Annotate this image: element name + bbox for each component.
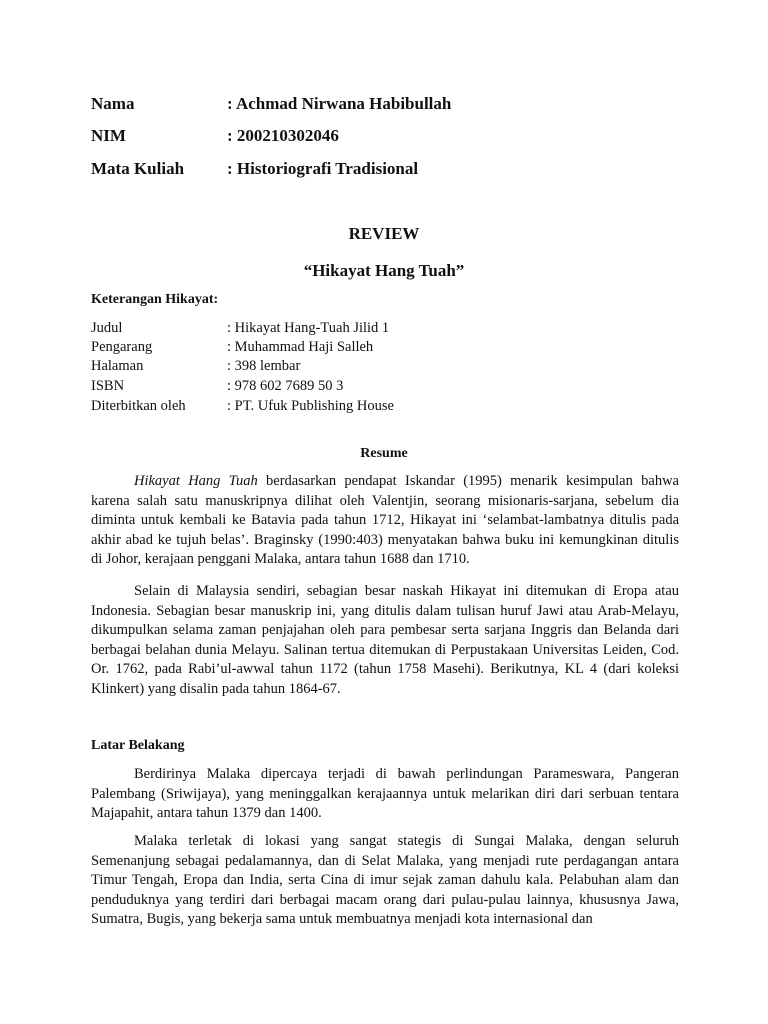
identity-label: Nama — [91, 94, 135, 113]
latar-paragraph-2: Malaka terletak di lokasi yang sangat stategis di Sungai Malaka, dengan seluruh Semenanjung sebagai pedalamannya, dan di Selat Malaka, yang menjadi rute perdagangan antara Timur Tengah, Eropa dan India, serta Cina di imur sejak zaman dahulu kala. Pelabuhan alam dan penduduknya yang terdiri dari berbagai macam orang dari pulau-pulau lainnya, khususnya Jawa, Sumatra, Bugis, yang bekerja sama untuk membuatnya menjadi kota internasional dan — [91, 833, 679, 927]
identity-label: NIM — [91, 126, 126, 145]
meta-row-pengarang — [91, 338, 373, 356]
resume-paragraph-2: Selain di Malaysia sendiri, sebagian besar naskah Hikayat ini ditemukan di Eropa atau Indonesia. Sebagian besar manuskrip ini, yang ditulis dalam tulisan huruf Jawi atau Arab-Melayu, dikumpulkan selama zaman penjajahan oleh para pembesar serta sarjana Inggris dan Belanda dari berbagai belahan dunia Melayu. Salinan tertua ditemukan di Perpustakaan Universitas Leiden, Cod. Or. 1762, pada Rabi’ul-awwal tahun 1172 (tahun 1758 Masehi). Berikutnya, KL 4 (dari koleksi Klinkert) yang disalin pada tahun 1864-67. — [91, 583, 679, 697]
keterangan-heading: Keterangan Hikayat: — [91, 292, 219, 307]
meta-value: : Hikayat Hang-Tuah Jilid 1 — [227, 320, 390, 336]
meta-label: Judul — [91, 320, 123, 336]
meta-label: Pengarang — [91, 339, 153, 355]
document-subtitle: “Hikayat Hang Tuah” — [303, 261, 465, 280]
meta-row-isbn — [91, 377, 343, 395]
identity-value: : Historiografi Tradisional — [227, 159, 419, 178]
identity-row-nim — [91, 126, 339, 146]
meta-value: : PT. Ufuk Publishing House — [227, 398, 394, 414]
resume-heading: Resume — [360, 446, 408, 461]
latar-paragraph-1: Berdirinya Malaka dipercaya terjadi di bawah perlindungan Parameswara, Pangeran Palembang (Sriwijaya), yang meninggalkan kerajaannya untuk melarikan diri dari serbuan tentara Majapahit, antara tahun 1379 dan 1400. — [91, 766, 679, 821]
meta-label: Halaman — [91, 358, 144, 374]
paragraph-text: berdasarkan pendapat Iskandar (1995) menarik kesimpulan bahwa karena salah satu manuskripnya dilihat oleh Valentjin, seorang misionaris-sarjana, sebelum dia diminta untuk kembali ke Batavia pada tahun 1712, Hikayat ini ‘selambat-lambatnya ditulis pada akhir abad ke tujuh belas’. Braginsky (1990:403) menyatakan bahwa buku ini kemungkinan ditulis di Johor, kerajaan penggani Malaka, antara tahun 1688 dan 1710. — [91, 473, 679, 567]
meta-row-halaman — [91, 357, 300, 375]
meta-label: Diterbitkan oleh — [91, 398, 186, 414]
meta-row-judul — [91, 319, 389, 337]
identity-value: : Achmad Nirwana Habibullah — [227, 94, 452, 113]
identity-value: : 200210302046 — [227, 126, 339, 145]
meta-value: : 978 602 7689 50 3 — [227, 378, 344, 394]
meta-row-penerbit — [91, 397, 394, 415]
document-title: REVIEW — [348, 224, 420, 243]
identity-row-mata-kuliah — [91, 159, 418, 179]
latar-heading: Latar Belakang — [91, 738, 185, 753]
meta-label: ISBN — [91, 378, 125, 394]
identity-row-nama — [91, 94, 451, 114]
meta-value: : 398 lembar — [227, 358, 301, 374]
meta-value: : Muhammad Haji Salleh — [227, 339, 374, 355]
identity-label: Mata Kuliah — [91, 159, 185, 178]
resume-paragraph-1 — [91, 472, 679, 570]
book-title-italic: Hikayat Hang Tuah — [134, 473, 258, 489]
